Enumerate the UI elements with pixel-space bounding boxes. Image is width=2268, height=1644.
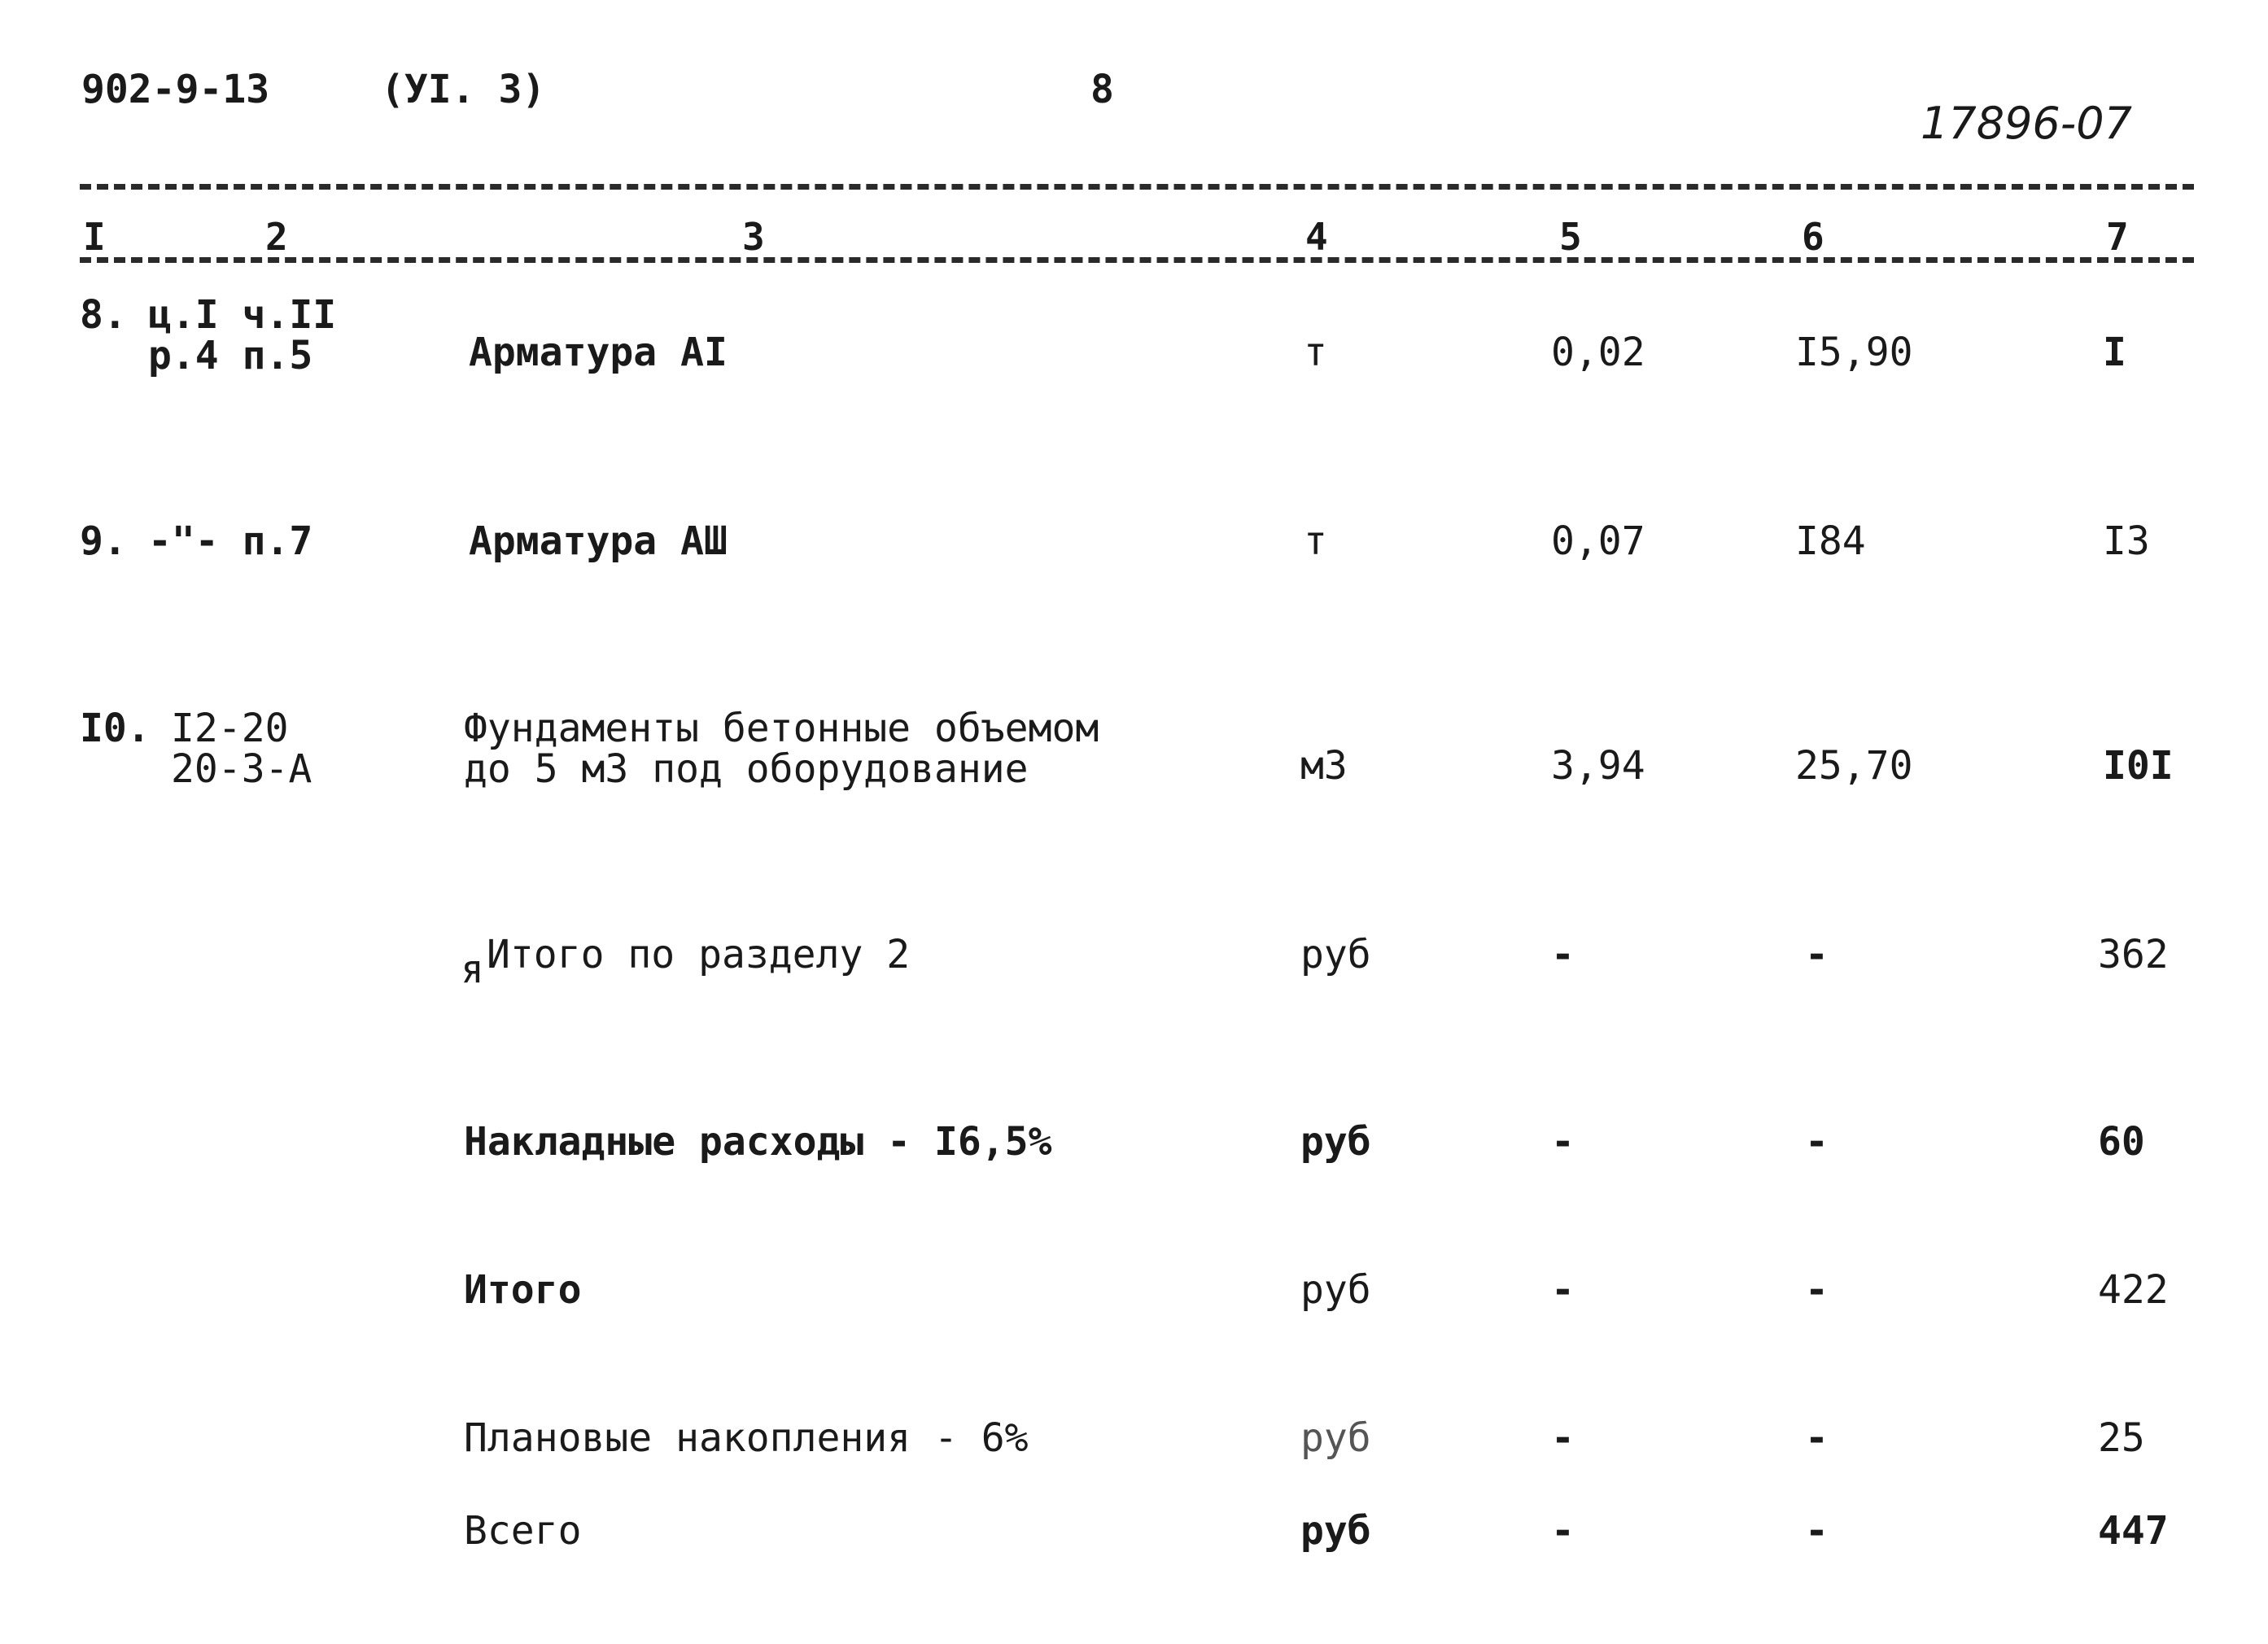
- unit: руб: [1300, 1119, 1371, 1165]
- column-number-6: 6: [1802, 215, 1824, 259]
- summary-label: Итого по разделу 2: [487, 932, 911, 977]
- summary-label: Плановые накопления - 6%: [464, 1415, 1029, 1461]
- total-cost: 362: [2098, 932, 2169, 977]
- column-number-3: 3: [742, 215, 765, 259]
- unit: руб: [1300, 1415, 1371, 1461]
- total-cost: I: [2103, 330, 2126, 375]
- quantity: -: [1551, 1415, 1575, 1461]
- summary-label: Всего: [464, 1508, 582, 1554]
- item-name: Фундаменты бетонные объемом до 5 м3 под оборудование: [464, 706, 1099, 792]
- unit-price: 25,70: [1795, 743, 1913, 789]
- document-number: 17896-07: [1921, 98, 2132, 149]
- column-number-4: 4: [1305, 215, 1328, 259]
- norm-code: ц.I ч.II р.4 п.5: [148, 292, 337, 378]
- section-code: (УI. 3): [381, 67, 546, 112]
- column-number-5: 5: [1559, 215, 1582, 259]
- unit-price: -: [1805, 1267, 1829, 1313]
- item-name: Арматура АI: [469, 330, 728, 375]
- unit: руб: [1300, 1267, 1371, 1313]
- norm-code: I2-20 20-3-А: [171, 706, 312, 792]
- column-number-rule: [80, 257, 2194, 263]
- unit-price: -: [1805, 932, 1829, 977]
- quantity: 0,07: [1551, 518, 1645, 564]
- quantity: -: [1551, 932, 1575, 977]
- row-number: I0.: [80, 706, 151, 751]
- column-number-1: I: [83, 215, 106, 259]
- row-number: 8.: [80, 292, 127, 338]
- unit: т: [1304, 330, 1327, 375]
- quantity: -: [1551, 1267, 1575, 1313]
- quantity: 3,94: [1551, 743, 1645, 789]
- unit: т: [1304, 518, 1327, 564]
- unit-price: I84: [1795, 518, 1866, 564]
- total-cost: 60: [2098, 1119, 2145, 1165]
- total-cost: 422: [2098, 1267, 2169, 1313]
- total-cost: I3: [2103, 518, 2150, 564]
- unit: руб: [1300, 932, 1371, 977]
- total-cost: 447: [2098, 1508, 2169, 1554]
- row-number: 9.: [80, 518, 127, 564]
- summary-prefix: я: [461, 947, 484, 992]
- column-number-7: 7: [2106, 215, 2129, 259]
- norm-code: -"- п.7: [148, 518, 313, 564]
- project-code: 902-9-13: [81, 67, 270, 112]
- unit-price: -: [1805, 1508, 1829, 1554]
- item-name: Арматура АШ: [469, 518, 728, 564]
- unit-price: -: [1805, 1119, 1829, 1165]
- unit-price: I5,90: [1795, 330, 1913, 375]
- summary-label: Накладные расходы - I6,5%: [464, 1119, 1052, 1165]
- unit: м3: [1300, 743, 1348, 789]
- unit-price: -: [1805, 1415, 1829, 1461]
- total-cost: I0I: [2103, 743, 2174, 789]
- quantity: -: [1551, 1508, 1575, 1554]
- page-number: 8: [1090, 67, 1114, 112]
- quantity: -: [1551, 1119, 1575, 1165]
- total-cost: 25: [2098, 1415, 2145, 1461]
- column-number-2: 2: [265, 215, 288, 259]
- quantity: 0,02: [1551, 330, 1645, 375]
- unit: руб: [1300, 1508, 1371, 1554]
- summary-label: Итого: [464, 1267, 582, 1313]
- top-rule: [80, 184, 2194, 190]
